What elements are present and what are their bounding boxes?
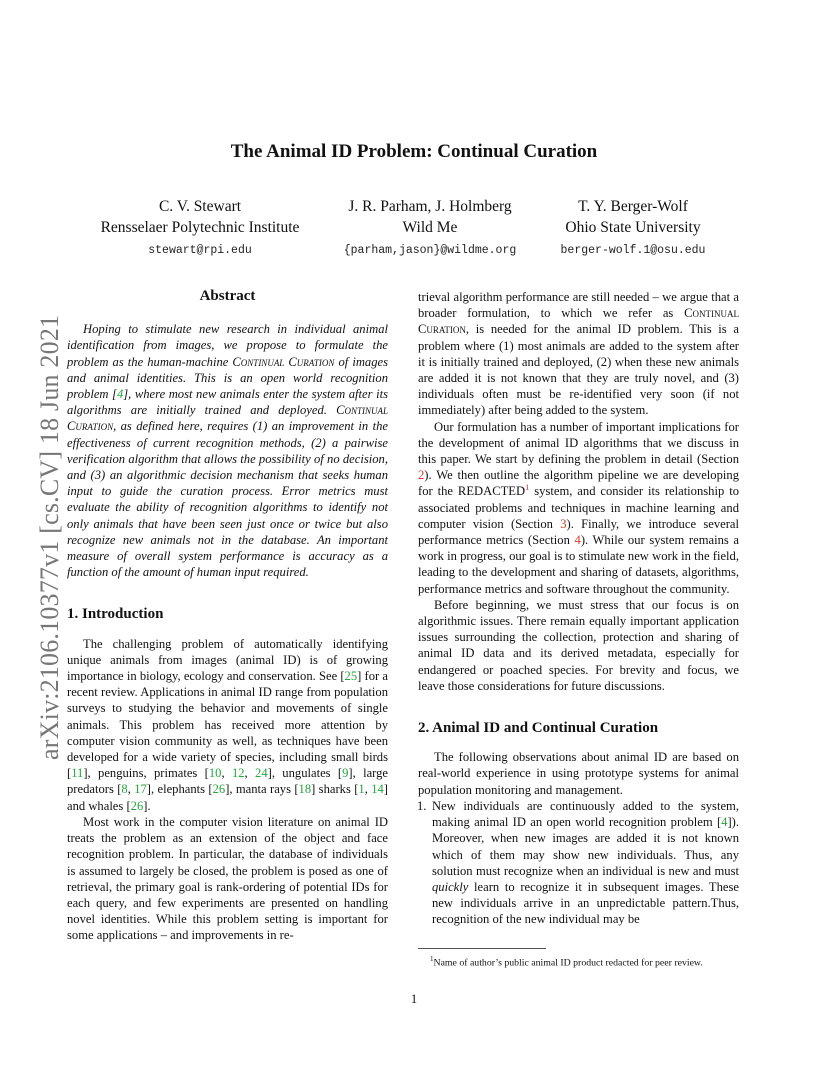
author-block (330, 196, 530, 258)
author-block (90, 196, 310, 258)
author-email: {parham,jason}@wildme.org (343, 244, 517, 257)
citation-link[interactable]: 14 (371, 782, 384, 797)
observations-list (418, 798, 739, 928)
footnote-text: Name of author’s public animal ID product redacted for peer review. (433, 957, 703, 969)
citation-link[interactable]: 8 (121, 782, 128, 797)
citation-link[interactable]: 17 (134, 782, 147, 797)
section2-paragraph: The following observations about animal ID are based on real-world experience in using prototype systems for animal population monitoring and management. (418, 750, 739, 797)
citation-link[interactable]: 25 (344, 669, 358, 684)
author-name: T. Y. Berger-Wolf (578, 198, 688, 215)
citation-link[interactable]: 18 (298, 782, 312, 797)
intro-paragraph-1: The challenging problem of automatically identifying unique animals from images (animal ID) is of growing importance in biology, ecology and conservation. See [25] for a recent review. Applications in animal ID range from population surveys to studying the behavior and movements of single animals. This problem has received more attention by computer vision community as well, as techniques have been developed for a wide variety of species, including small birds [11], penguins, primates [10, 12, 24], ungulates [9], large predators [8, 17], elephants [26], manta rays [18] sharks [1, 14] and whales [26]. (67, 636, 389, 813)
citation-link[interactable]: 9 (342, 766, 349, 781)
author-email: stewart@rpi.edu (148, 244, 252, 257)
intro-paragraph-2-continued: trieval algorithm performance are still needed – we argue that a broader formulation, to which we refer as Continual Curation, is needed for the animal ID problem. This is a problem where (1) most animals are added to the system after it is initially trained and deployed, (2) when these new animals are added it is not known that they are truly novel, and (3) individuals often must be re-identified very soon (if not immediately) after being added to the system. (418, 290, 739, 418)
list-item: 1. New individuals are continuously added to the system, making animal ID an open world recognition problem [4]). Moreover, when new images are added it is not known which of them may show new individuals. Thus, any solution must recognize when an individual is new and must quickly learn to recognize it in subsequent images. These new individuals arrive in an unpredictable pattern.Thus, recognition of the new individual may be (417, 798, 739, 927)
citation-link[interactable]: 1 (358, 782, 365, 797)
citation-link[interactable]: 10 (208, 766, 222, 781)
list-number: 1. (417, 798, 427, 813)
author-affiliation: Rensselaer Polytechnic Institute (100, 219, 300, 236)
author-name: C. V. Stewart (158, 198, 242, 215)
author-affiliation: Ohio State University (565, 219, 701, 236)
author-affiliation: Wild Me (402, 219, 458, 236)
author-name: J. R. Parham, J. Holmberg (348, 198, 512, 215)
footnote-rule (418, 948, 546, 949)
intro-paragraph-4: Before beginning, we must stress that our focus is on algorithmic issues. There remain equally important application issues surrounding the collection, protection and sharing of animal ID data and its derived metadata, especially for endangered or poached species. For brevity and focus, we leave those considerations for future discussions. (418, 597, 739, 693)
intro-paragraph-2: Most work in the computer vision literature on animal ID treats the problem as an extension of the object and face recognition problem. In particular, the database of individuals is assumed to largely be closed, the problem is posed as one of retrieval, the primary goal is rank-ordering of potential IDs for each query, and few experiments are presented on handling novel identities. While this problem setting is important for some applications – and improvements in re- (67, 814, 388, 943)
citation-link[interactable]: 4 (116, 387, 124, 402)
citation-link[interactable]: 11 (71, 766, 84, 781)
page-number: 1 (410, 992, 418, 1006)
paper-title: The Animal ID Problem: Continual Curation (230, 141, 598, 162)
right-column (418, 289, 739, 928)
abstract-text: Hoping to stimulate new research in individual animal identification from images, we propose to formulate the problem as the human-machine Continual Curation of images and animal identities. This is an open world recognition problem [4], where most new animals enter the system after its algorithms are initially trained and deployed. Continual Curation, as defined here, requires (1) an improvement in the effectiveness of current recognition methods, (2) a pairwise verification algorithm that allows the possibility of no decision, and (3) an algorithmic decision mechanism that seeks human input to guide the curation process. Error metrics must evaluate the ability of recognition algorithms to identify not only animals that have been seen just once or twice but also recognize new animals not in the database. An important measure of overall system performance is accuracy as a function of the amount of human input required. (67, 322, 388, 580)
citation-link[interactable]: 26 (130, 798, 144, 813)
footnote-mark: 1 (430, 955, 434, 963)
abstract-heading: Abstract (199, 288, 256, 304)
author-email: berger-wolf.1@osu.edu (560, 244, 706, 257)
intro-paragraph-3: Our formulation has a number of important implications for the development of animal ID algorithms that we discuss in this paper. We start by defining the problem in detail (Section 2). We then outline the algorithm pipeline we are developing for the REDACTED$^1$ system, and consider its relationship to associated problems and techniques in machine learning and computer vision (Section 3). Finally, we introduce several performance metrics (Section 4). While our system remains a work in progress, our goal is to stimulate new work in the field, leading to the development and sharing of datasets, algorithms, performance metrics and software throughout the community. (418, 419, 740, 596)
section-link[interactable]: 2 (418, 468, 425, 483)
citation-link[interactable]: 24 (255, 766, 268, 781)
arxiv-stamp: arXiv:2106.10377v1 [cs.CV] 18 Jun 2021 (35, 314, 64, 760)
author-block (548, 196, 718, 258)
footnote-marker[interactable]: 1 (525, 482, 530, 493)
section-link[interactable]: 4 (574, 533, 581, 548)
citation-link[interactable]: 26 (212, 782, 226, 797)
section-link[interactable]: 3 (560, 516, 567, 531)
section-heading-animal-id: 2. Animal ID and Continual Curation (418, 720, 659, 737)
section-heading-introduction: 1. Introduction (67, 606, 164, 623)
citation-link[interactable]: 4 (721, 815, 728, 830)
citation-link[interactable]: 12 (231, 766, 245, 781)
left-column (67, 288, 388, 944)
footnote (430, 953, 750, 969)
